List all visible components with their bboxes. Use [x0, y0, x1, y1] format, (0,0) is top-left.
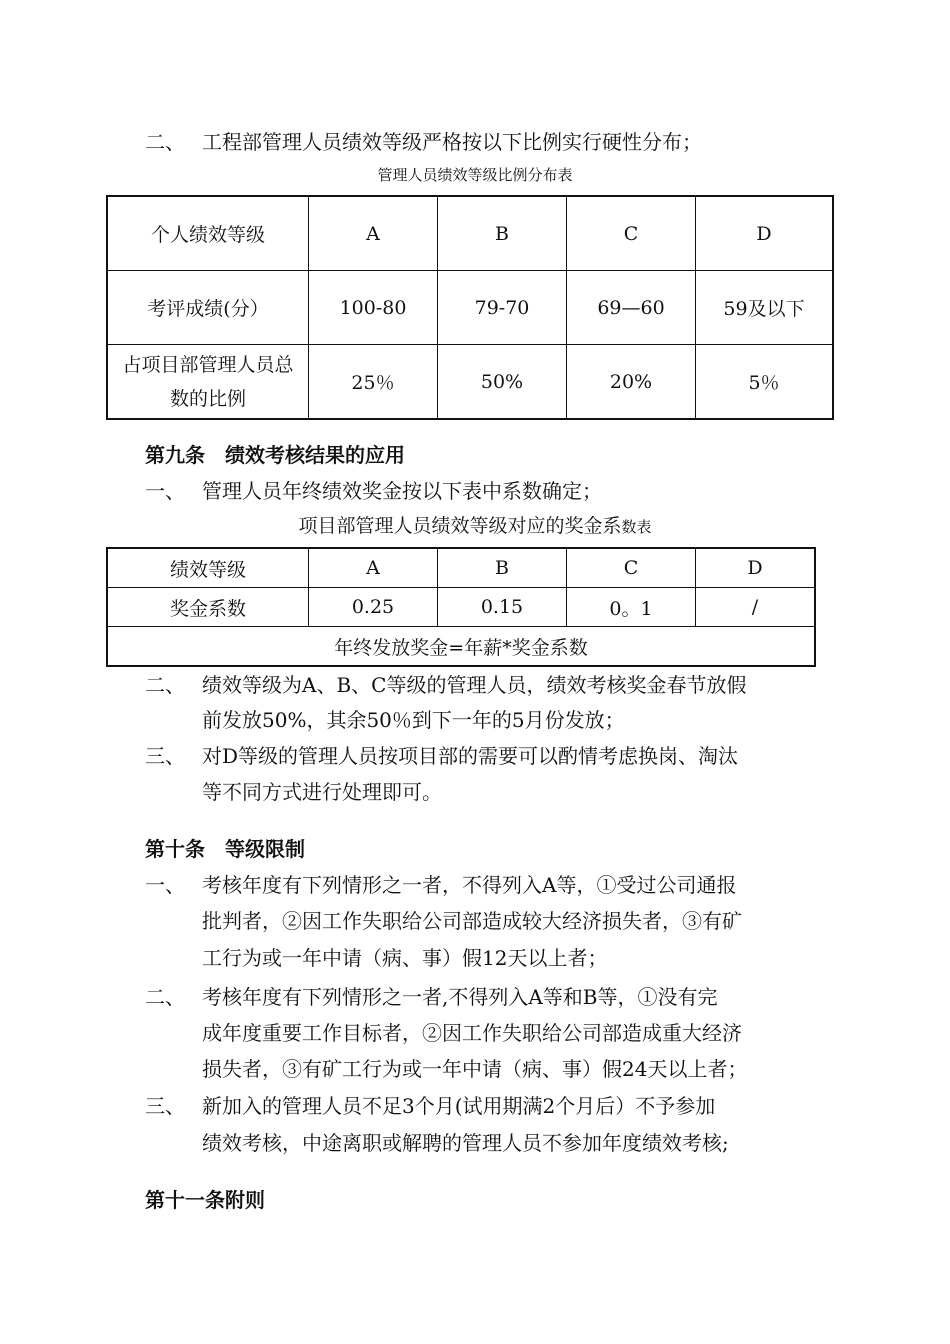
table-cell: B [438, 196, 567, 271]
article-9-heading: 第九条 绩效考核结果的应用 [145, 443, 405, 467]
list-number: 一、 [145, 479, 185, 503]
article-10-item-2-line-1: 考核年度有下列情形之一者,不得列入A等和B等，①没有完 [202, 985, 718, 1009]
table-cell: 69—60 [567, 271, 696, 345]
article-9-item-3-line-1: 对D等级的管理人员按项目部的需要可以酌情考虑换岗、淘汰 [202, 744, 739, 768]
table-cell: 50% [438, 345, 567, 420]
table-cell: A [309, 196, 438, 271]
list-number: 二、 [145, 673, 185, 697]
table-cell: 79-70 [438, 271, 567, 345]
article-10-item-1-line-3: 工行为或一年中请（病、事）假12天以上者； [202, 946, 608, 970]
table2-caption [0, 511, 950, 538]
table-row [107, 588, 815, 627]
article-10-item-3-line-2: 绩效考核，中途离职或解聘的管理人员不参加年度绩效考核; [202, 1131, 729, 1155]
article-10-heading: 第十条 等级限制 [145, 837, 305, 861]
table-cell: D [696, 196, 834, 271]
table-cell: / [696, 588, 816, 627]
article-10-item-3-line-1: 新加入的管理人员不足3个月(试用期满2个月后）不予参加 [202, 1094, 716, 1118]
table-cell: 59及以下 [696, 271, 834, 345]
table-cell: 0.25 [309, 588, 438, 627]
formula-cell: 年终发放奖金=年薪*奖金系数 [107, 627, 815, 667]
article-9-item-1: 管理人员年终绩效奖金按以下表中系数确定； [202, 479, 602, 503]
table-cell: A [309, 548, 438, 588]
table-cell: 0.15 [438, 588, 567, 627]
grade-distribution-table [106, 195, 834, 420]
article-10-item-2-line-2: 成年度重要工作目标者，②因工作失职给公司部造成重大经济 [202, 1021, 742, 1045]
table-row [107, 271, 833, 345]
table-cell: 奖金系数 [107, 588, 309, 627]
article-10-item-1-line-1: 考核年度有下列情形之一者，不得列入A等，①受过公司通报 [202, 873, 737, 897]
table-cell: B [438, 548, 567, 588]
article-10-item-1-line-2: 批判者，②因工作失职给公司部造成较大经济损失者，③有矿 [202, 909, 742, 933]
article-10-item-2-line-3: 损失者，③有矿工行为或一年中请（病、事）假24天以上者； [202, 1057, 748, 1081]
table1-caption: 管理人员绩效等级比例分布表 [377, 166, 573, 184]
list-number: 三、 [145, 1094, 185, 1118]
table-cell: 绩效等级 [107, 548, 309, 588]
list-number: 二、 [145, 130, 185, 154]
list-number: 一、 [145, 873, 185, 897]
table-cell: 占项目部管理人员总数的比例 [107, 345, 309, 420]
table-row [107, 196, 833, 271]
table-row [107, 548, 815, 588]
table-cell: 25％ [309, 345, 438, 420]
table-cell: 0。1 [567, 588, 696, 627]
table-row [107, 627, 815, 667]
list-number: 二、 [145, 985, 185, 1009]
table-cell: 考评成绩(分） [107, 271, 309, 345]
table-cell: D [696, 548, 816, 588]
table-cell: 5％ [696, 345, 834, 420]
intro-text: 工程部管理人员绩效等级严格按以下比例实行硬性分布； [202, 130, 702, 154]
table-cell: C [567, 196, 696, 271]
bonus-coefficient-table [106, 547, 816, 667]
article-9-item-2-line-2: 前发放50%，其余50％到下一年的5月份发放； [202, 708, 625, 732]
article-9-item-3-line-2: 等不同方式进行处理即可。 [202, 780, 442, 804]
table2-caption-main: 项目部管理人员绩效等级对应的奖金系 [298, 515, 622, 537]
table2-caption-small: 数表 [621, 518, 652, 536]
article-9-item-2-line-1: 绩效等级为A、B、C等级的管理人员，绩效考核奖金春节放假 [202, 673, 747, 697]
table-cell: C [567, 548, 696, 588]
table-cell: 个人绩效等级 [107, 196, 309, 271]
list-number: 三、 [145, 744, 185, 768]
table-row [107, 345, 833, 420]
table-cell: 100-80 [309, 271, 438, 345]
article-11-heading: 第十一条附则 [145, 1188, 265, 1212]
table-cell: 20% [567, 345, 696, 420]
